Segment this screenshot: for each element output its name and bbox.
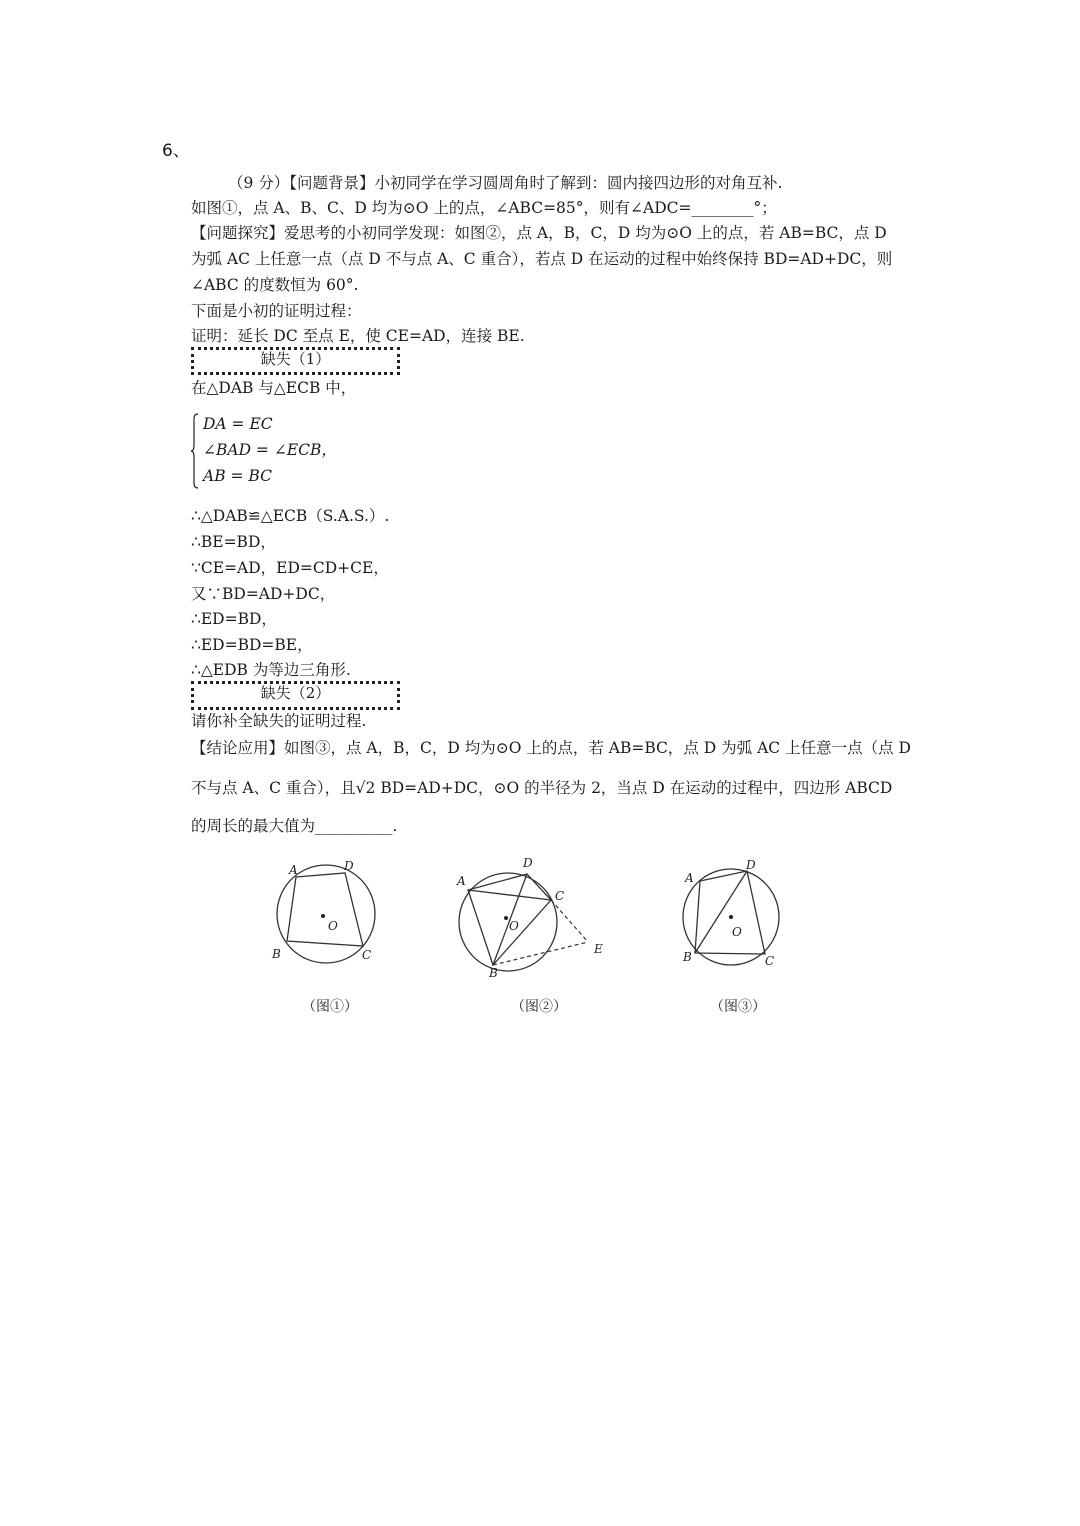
text-line-equal: ∴ED=BD=BE， xyxy=(191,636,313,654)
question-number: 6、 xyxy=(162,141,190,161)
brace-icon xyxy=(191,413,199,489)
text-line-application-3: 的周长的最大值为__________. xyxy=(191,817,398,835)
fig3-label-o: O xyxy=(732,925,742,939)
fig3-label-c: C xyxy=(765,954,775,968)
text-line-instruction: 请你补全缺失的证明过程. xyxy=(191,712,367,730)
text-line-application-2: 不与点 A、C 重合），且√2 BD=AD+DC，⊙O 的半径为 2，当点 D 在运动的过程中，四边形 ABCD xyxy=(191,779,893,797)
text-line-equilateral: ∴△EDB 为等边三角形. xyxy=(191,661,351,679)
text-line-proof-start: 证明：延长 DC 至点 E，使 CE=AD，连接 BE. xyxy=(191,327,525,345)
missing-box-2[interactable]: 缺失（2） xyxy=(191,681,400,710)
fig2-label-e: E xyxy=(594,942,603,956)
figure-2-diagram xyxy=(448,852,618,980)
text-line-ed-bd: ∴ED=BD， xyxy=(191,610,277,628)
figure-1-caption: （图①） xyxy=(302,999,358,1015)
fig2-label-d: D xyxy=(523,856,533,870)
text-line-explore-3: ∠ABC 的度数恒为 60°. xyxy=(191,276,359,294)
text-line-explore: 【问题探究】爱思考的小初同学发现：如图②，点 A，B，C，D 均为⊙O 上的点，若 AB=BC，点 D xyxy=(191,224,887,242)
fig2-label-b: B xyxy=(489,966,498,980)
fig1-label-a: A xyxy=(289,863,298,877)
fig2-label-c: C xyxy=(555,889,565,903)
text-line-be-bd: ∴BE=BD， xyxy=(191,533,276,551)
text-line-congruent: ∴△DAB≌△ECB（S.A.S.）. xyxy=(191,507,390,525)
fig1-label-c: C xyxy=(362,948,372,962)
figure-3-diagram xyxy=(670,856,800,972)
text-line-explore-2: 为弧 AC 上任意一点（点 D 不与点 A、C 重合），若点 D 在运动的过程中始终保持 BD=AD+DC，则 xyxy=(191,250,893,268)
figure-2-caption: （图②） xyxy=(511,999,567,1015)
figure-3-caption: （图③） xyxy=(710,999,766,1015)
fig3-label-b: B xyxy=(683,950,692,964)
text-line-background: （9 分）【问题背景】小初同学在学习圆周角时了解到：圆内接四边形的对角互补. xyxy=(228,174,783,192)
missing-box-1[interactable]: 缺失（1） xyxy=(191,347,400,375)
fig2-label-a: A xyxy=(457,874,466,888)
fig1-label-b: B xyxy=(272,947,281,961)
fig3-label-a: A xyxy=(685,871,694,885)
system-line-2: ∠BAD = ∠ECB， xyxy=(203,441,337,459)
text-line-triangles: 在△DAB 与△ECB 中， xyxy=(191,379,357,397)
fig2-label-o: O xyxy=(509,919,519,933)
figure-1-diagram xyxy=(262,858,392,970)
system-line-3: AB = BC xyxy=(203,467,272,485)
text-line-question-1: 如图①，点 A、B、C、D 均为⊙O 上的点，∠ABC=85°，则有∠ADC=________°； xyxy=(191,199,777,217)
text-line-bd-sum: 又∵BD=AD+DC， xyxy=(191,585,336,603)
fig1-label-d: D xyxy=(344,859,354,873)
text-line-application: 【结论应用】如图③，点 A，B，C，D 均为⊙O 上的点，若 AB=BC，点 D 为弧 AC 上任意一点（点 D xyxy=(191,739,911,757)
fig3-label-d: D xyxy=(746,858,756,872)
system-line-1: DA = EC xyxy=(203,415,273,433)
fig1-label-o: O xyxy=(328,919,338,933)
text-line-ce-ad: ∵CE=AD，ED=CD+CE， xyxy=(191,559,389,577)
text-line-proof-intro: 下面是小初的证明过程： xyxy=(191,302,362,320)
